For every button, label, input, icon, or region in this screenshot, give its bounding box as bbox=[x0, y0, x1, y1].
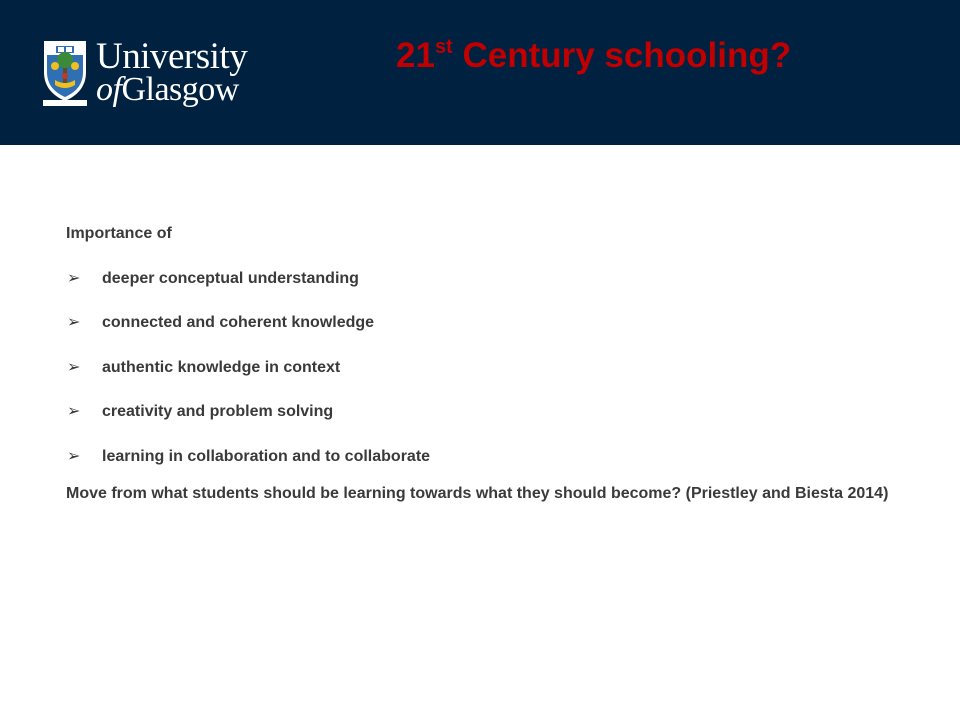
bullet-item bbox=[66, 358, 926, 378]
arrow-bullet-icon: ➢ bbox=[67, 314, 81, 331]
bullet-text: deeper conceptual understanding bbox=[102, 269, 359, 287]
wordmark-name: Glasgow bbox=[121, 71, 239, 108]
slide-body bbox=[66, 224, 926, 505]
bullet-text: learning in collaboration and to collaborate bbox=[102, 447, 431, 465]
arrow-bullet-icon: ➢ bbox=[67, 403, 81, 420]
bullet-item bbox=[66, 269, 926, 289]
wordmark-line2 bbox=[96, 73, 247, 107]
title-superscript: st bbox=[434, 36, 453, 58]
slide-title bbox=[396, 36, 791, 76]
bullet-list bbox=[66, 269, 926, 467]
bullet-text: connected and coherent knowledge bbox=[102, 314, 375, 331]
arrow-bullet-icon: ➢ bbox=[67, 447, 81, 465]
closing-text: Move from what students should be learning towards what they should become? (Priestley and Biesta 2014) bbox=[66, 484, 889, 502]
intro-text: Importance of bbox=[66, 225, 172, 242]
header-banner bbox=[0, 0, 960, 145]
bullet-item bbox=[66, 402, 926, 422]
arrow-bullet-icon: ➢ bbox=[67, 358, 81, 376]
title-rest: Century schooling? bbox=[452, 36, 792, 75]
bullet-item bbox=[66, 447, 926, 467]
university-logo bbox=[41, 38, 256, 108]
arrow-bullet-icon: ➢ bbox=[67, 269, 81, 287]
university-crest-icon bbox=[41, 38, 89, 106]
bullet-text: authentic knowledge in context bbox=[102, 358, 341, 376]
bullet-item bbox=[66, 313, 926, 333]
bullet-text: creativity and problem solving bbox=[102, 403, 334, 420]
wordmark-line1: University bbox=[96, 36, 248, 77]
wordmark-of: of bbox=[96, 71, 122, 108]
university-wordmark bbox=[96, 38, 247, 107]
title-prefix: 21 bbox=[396, 36, 435, 75]
